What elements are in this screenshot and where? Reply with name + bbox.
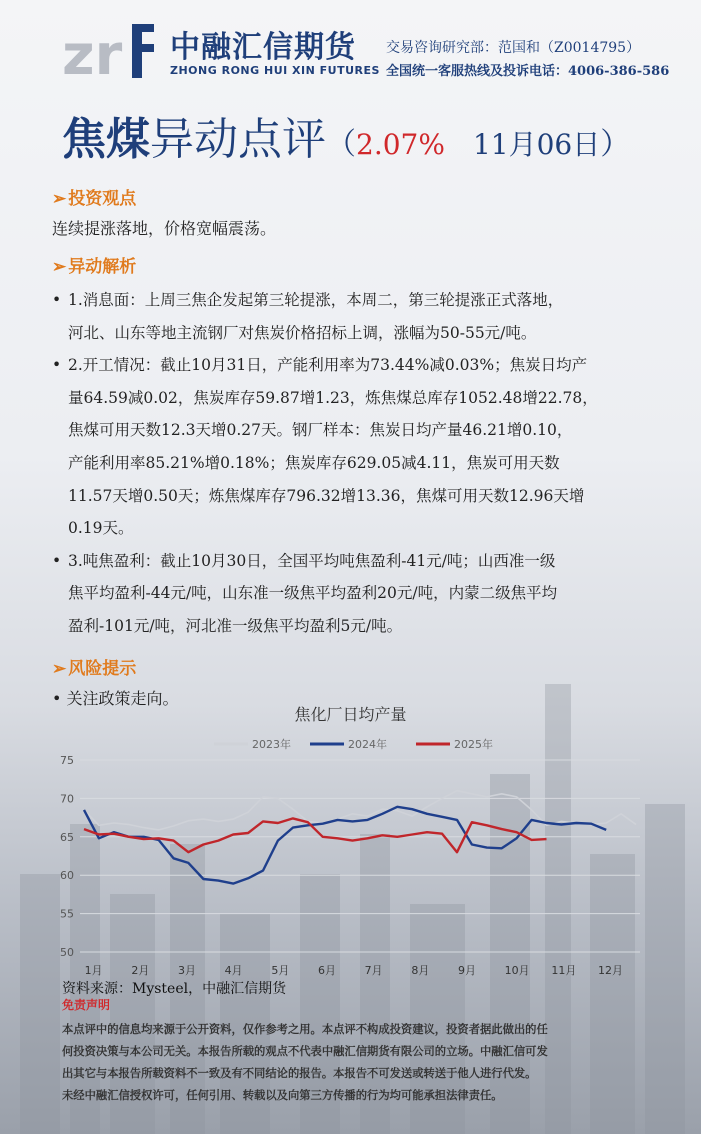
view-text: 连续提涨落地，价格宽幅震荡。 [52,219,277,238]
risk-text-content: 关注政策走向。 [66,689,179,708]
x-tick-label: 5月 [271,964,290,977]
y-tick-label: 75 [60,754,74,767]
bullet-dot: • [52,689,62,708]
y-tick-label: 65 [60,830,74,844]
legend-label: 2024年 [348,738,387,751]
x-tick-label: 3月 [178,964,196,977]
chart-title: 焦化厂日均产量 [294,705,407,724]
title-open-paren: （ [326,127,356,162]
legend-label: 2025年 [454,738,493,751]
svg-text:zr: zr [62,23,123,80]
title-date: 11月06日 [472,128,601,161]
bullet-dot: • [52,551,62,570]
analysis-heading-text: 异动解析 [68,257,137,277]
analysis-bullet [52,284,682,349]
bullet-line: 11.57天增0.50天；炼焦煤库存796.32增13.36，焦煤可用天数12.96天增 [68,486,585,505]
title-change-percent: 2.07% [356,128,445,161]
arrow-icon: ➢ [52,189,67,209]
analyst-line: 交易咨询研究部：范国和（Z0014795） [386,40,641,56]
disclaimer-line: 未经中融汇信授权许可，任何引用、转载以及向第三方传播的行为均可能承担法律责任。 [62,1088,503,1102]
bullet-line: 焦平均盈利-44元/吨，山东准一级焦平均盈利20元/吨，内蒙二级焦平均 [68,584,558,603]
y-tick-label: 70 [60,792,74,806]
disclaimer-text [62,1018,662,1106]
disclaimer-line: 本点评中的信息均来源于公开资料，仅作参考之用。本点评不构成投资建议，投资者据此做出的任 [62,1022,548,1036]
analysis-heading [52,252,136,277]
company-name-en: ZHONG RONG HUI XIN FUTURES [170,64,380,77]
x-tick-label: 10月 [504,964,530,977]
view-heading [52,184,136,209]
analysis-bullet [52,545,682,643]
title-close-paren: ） [600,127,631,162]
company-logo-icon [62,14,162,80]
bullet-dot: • [52,356,62,375]
x-tick-label: 12月 [598,964,623,977]
contact-info [386,36,669,84]
analysis-list [52,284,682,643]
analysis-bullet [52,349,682,545]
arrow-icon: ➢ [52,659,67,679]
bullet-dot: • [52,291,62,309]
view-heading-text: 投资观点 [68,189,137,209]
legend-label: 2023年 [252,738,291,751]
title-commodity: 焦煤 [62,114,150,165]
bullet-line: 河北、山东等地主流钢厂对焦炭价格招标上调，涨幅为50-55元/吨。 [68,323,537,342]
x-tick-label: 8月 [411,964,430,977]
disclaimer-title: 免责声明 [62,998,111,1012]
bullet-line: 量64.59减0.02，焦炭库存59.87增1.23，炼焦煤总库存1052.48增22.78， [68,388,598,407]
y-tick-label: 50 [60,946,74,959]
hotline-line: 全国统一客服热线及投诉电话：4006-386-586 [386,64,670,79]
title-subtitle: 异动点评 [150,114,326,165]
bullet-line: 3.吨焦盈利：截止10月30日，全国平均吨焦盈利-41元/吨；山西准一级 [68,551,556,570]
bullet-line: 盈利-101元/吨，河北准一级焦平均盈利5元/吨。 [68,616,403,635]
x-tick-label: 9月 [458,964,476,977]
x-tick-label: 7月 [364,964,383,977]
bullet-line: 1.消息面：上周三焦企发起第三轮提涨，本周二，第三轮提涨正式落地， [68,291,564,309]
y-tick-label: 55 [60,907,74,921]
series-line-2024 [84,807,606,884]
x-tick-label: 1月 [84,964,103,977]
x-tick-label: 4月 [224,964,243,977]
coking-daily-output-chart [40,732,660,977]
bullet-line: 0.19天。 [68,519,134,538]
report-header [0,0,701,100]
risk-heading-text: 风险提示 [68,659,137,679]
disclaimer-line: 何投资决策与本公司无关。本报告所载的观点不代表中融汇信期货有限公司的立场。中融汇信可发 [62,1044,548,1058]
risk-heading [52,654,136,679]
bullet-line: 焦煤可用天数12.3天增0.27天。钢厂样本：焦炭日均产量46.21增0.10， [68,421,573,440]
x-tick-label: 6月 [318,964,336,977]
x-tick-label: 11月 [551,964,577,977]
disclaimer-line: 出其它与本报告所载资料不一致及有不同结论的报告。本报告不可发送或转送于他人进行代发。 [62,1066,537,1080]
page-title [62,112,630,173]
bullet-line: 产能利用率85.21%增0.18%；焦炭库存629.05减4.11，焦炭可用天数 [68,453,560,472]
y-tick-label: 60 [60,869,74,883]
data-source: 资料来源：Mysteel，中融汇信期货 [62,981,287,997]
bullet-line: 2.开工情况：截止10月31日，产能利用率为73.44%减0.03%；焦炭日均产 [68,356,588,375]
arrow-icon: ➢ [52,257,67,277]
x-tick-label: 2月 [131,964,150,977]
company-name-cn: 中融汇信期货 [170,30,356,65]
